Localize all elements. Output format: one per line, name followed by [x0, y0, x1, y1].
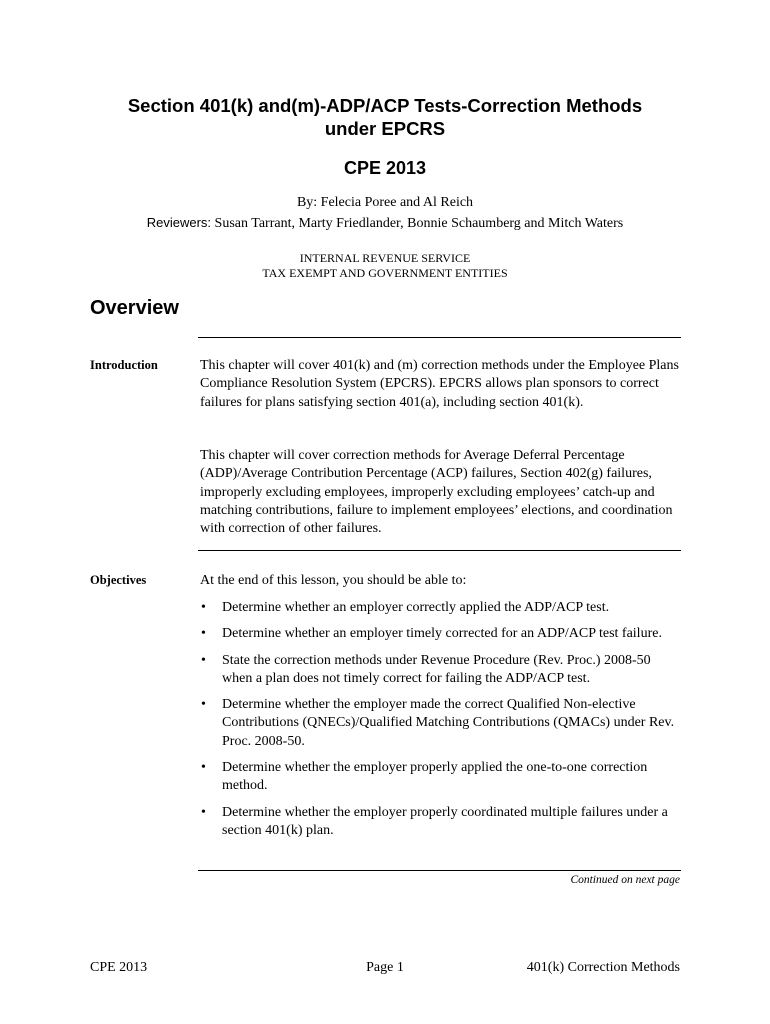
agency — [60, 251, 710, 280]
overview-heading: Overview — [90, 297, 179, 319]
bullet-icon: • — [201, 760, 206, 776]
objective-item: • Determine whether the employer properly applied the one-to-one correction method. — [201, 760, 648, 794]
reviewers — [40, 215, 730, 232]
objective-item: • State the correction methods under Revenue Procedure (Rev. Proc.) 2008-50 when a plan does not timely correct for failing the ADP/ACP test. — [201, 652, 651, 686]
footer-right: 401(k) Correction Methods — [526, 960, 680, 975]
agency-line-2: TAX EXEMPT AND GOVERNMENT ENTITIES — [262, 265, 508, 280]
bullet-icon: • — [201, 600, 206, 615]
bullet-icon: • — [201, 652, 206, 668]
bullet-icon: • — [201, 626, 206, 642]
cpe-year: CPE 2013 — [343, 158, 427, 178]
reviewers-names: Susan Tarrant, Marty Friedlander, Bonnie Schaumberg and Mitch Waters — [214, 216, 624, 231]
continued-note: Continued on next page — [570, 874, 680, 886]
authors: By: Felecia Poree and Al Reich — [296, 195, 474, 210]
introduction-label: Introduction — [90, 358, 158, 372]
bullet-icon: • — [201, 697, 206, 713]
objective-item: • Determine whether an employer timely corrected for an ADP/ACP test failure. — [200, 625, 680, 643]
title-line-1: Section 401(k) and(m)-ADP/ACP Tests-Correction Methods — [127, 95, 643, 116]
objective-item: • Determine whether the employer made the correct Qualified Non-elective Contributions (QNECs)/Qualified Matching Contributions (QMACs) under Rev. Proc. 2008-50. — [201, 697, 675, 749]
footer-page-number: Page 1 — [366, 960, 404, 975]
title-line-2: under EPCRS — [324, 118, 446, 139]
agency-line-1: INTERNAL REVENUE SERVICE — [299, 251, 471, 265]
objective-item: • Determine whether an employer correctly applied the ADP/ACP test. — [200, 599, 680, 617]
divider — [198, 870, 681, 871]
objectives-intro: At the end of this lesson, you should be able to: — [200, 573, 467, 588]
footer-left: CPE 2013 — [90, 960, 148, 975]
bullet-icon: • — [201, 804, 206, 820]
objective-item: • Determine whether the employer properly coordinated multiple failures under a section 401(k) plan. — [201, 804, 668, 838]
document-title — [60, 94, 710, 140]
divider — [198, 550, 681, 551]
divider — [198, 337, 681, 338]
introduction-paragraph-2: This chapter will cover correction methods for Average Deferral Percentage (ADP)/Average Contribution Percentage (ACP) failures, Section 402(g) failures, improperly excluding employees, improperly excluding employees’ catch-up and matching contributions, failure to implement employees’ elections, and coordination with correction of other failures. — [200, 448, 673, 537]
objectives-list — [200, 599, 680, 848]
reviewers-label: Reviewers: — [146, 215, 212, 230]
objectives-label: Objectives — [90, 573, 147, 587]
introduction-paragraph-1: This chapter will cover 401(k) and (m) correction methods under the Employee Plans Compliance Resolution System (EPCRS). EPCRS allows plan sponsors to correct failures for plans satisfying section 401(a), including section 401(k). — [200, 358, 679, 410]
